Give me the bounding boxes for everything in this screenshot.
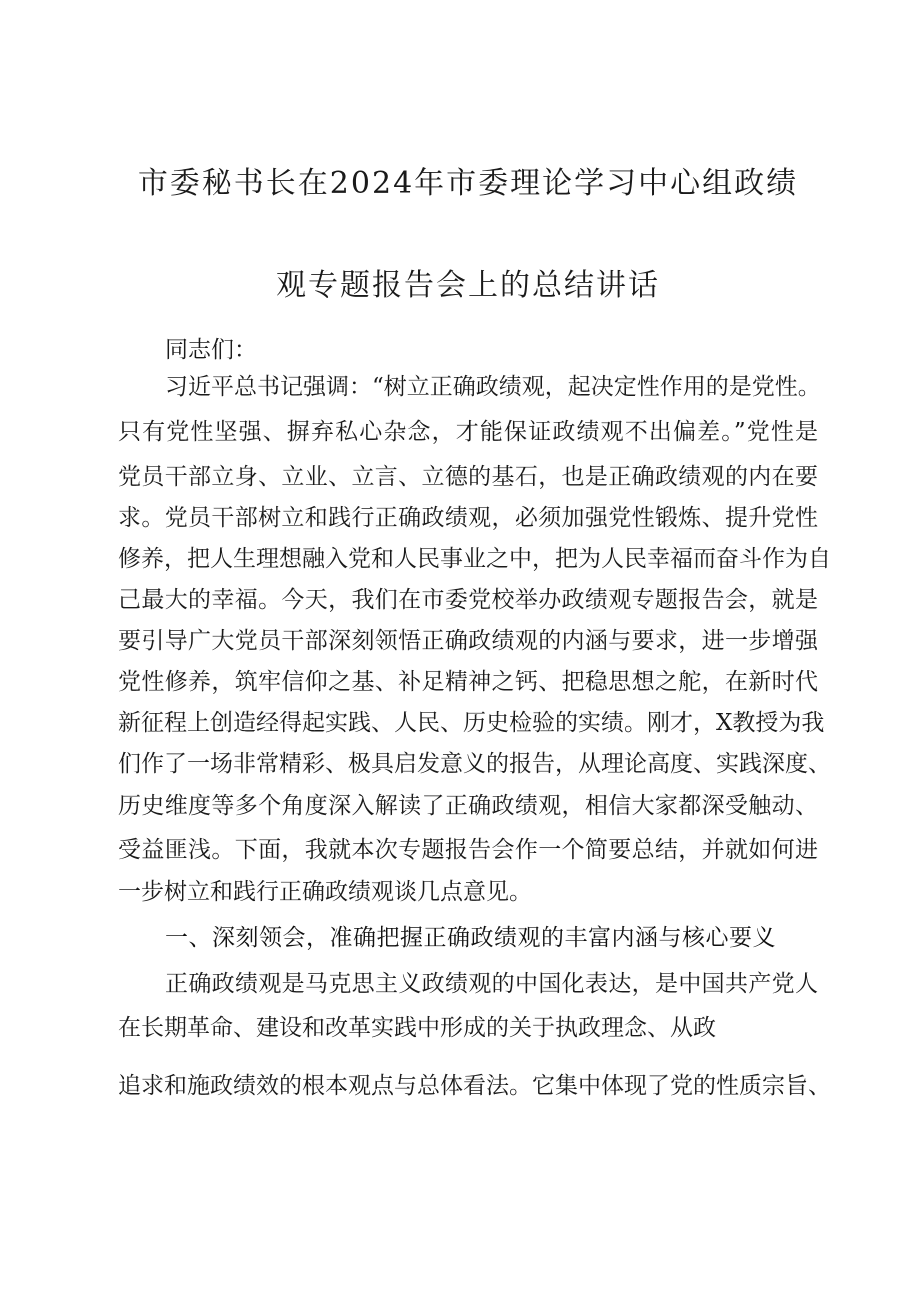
paragraph-1-line: 己最大的幸福。今天，我们在市委党校举办政绩观专题报告会，就是 [118,587,818,613]
section-1-heading: 一、深刻领会，准确把握正确政绩观的丰富内涵与核心要义 [165,925,776,951]
paragraph-1-line: 求。党员干部树立和践行正确政绩观，必须加强党性锻炼、提升党性 [118,505,818,531]
salutation: 同志们： [165,337,257,363]
paragraph-1-line: 新征程上创造经得起实践、人民、历史检验的实绩。刚才，X教授为我 [118,710,825,736]
paragraph-1-line: 党性修养，筑牢信仰之基、补足精神之钙、把稳思想之舵，在新时代 [118,669,818,695]
paragraph-1-line: 历史维度等多个角度深入解读了正确政绩观，相信大家都深受触动、 [118,793,818,819]
document-title-line-1: 市委秘书长在2024年市委理论学习中心组政绩 [137,166,799,201]
paragraph-1-line: 只有党性坚强、摒弃私心杂念，才能保证政绩观不出偏差。”党性是 [118,419,818,445]
paragraph-1-line: 一步树立和践行正确政绩观谈几点意见。 [118,879,532,905]
paragraph-1-line: 习近平总书记强调：“树立正确政绩观，起决定性作用的是党性。 [165,374,821,400]
paragraph-1-line: 党员干部立身、立业、立言、立德的基石，也是正确政绩观的内在要 [118,464,818,490]
paragraph-2-line: 正确政绩观是马克思主义政绩观的中国化表达，是中国共产党人 [165,971,818,997]
paragraph-2-line: 追求和施政绩效的根本观点与总体看法。它集中体现了党的性质宗旨、 [118,1073,831,1099]
paragraph-1-line: 受益匪浅。下面，我就本次专题报告会作一个简要总结，并就如何进 [118,837,818,863]
document-title-line-2: 观专题报告会上的总结讲话 [276,268,660,303]
paragraph-1-line: 修养，把人生理想融入党和人民事业之中，把为人民幸福而奋斗作为自 [118,546,831,572]
paragraph-1-line: 们作了一场非常精彩、极具启发意义的报告，从理论高度、实践深度、 [118,751,831,777]
paragraph-1-line: 要引导广大党员干部深刻领悟正确政绩观的内涵与要求，进一步增强 [118,628,818,654]
paragraph-2-line: 在长期革命、建设和改革实践中形成的关于执政理念、从政 [118,1015,716,1041]
